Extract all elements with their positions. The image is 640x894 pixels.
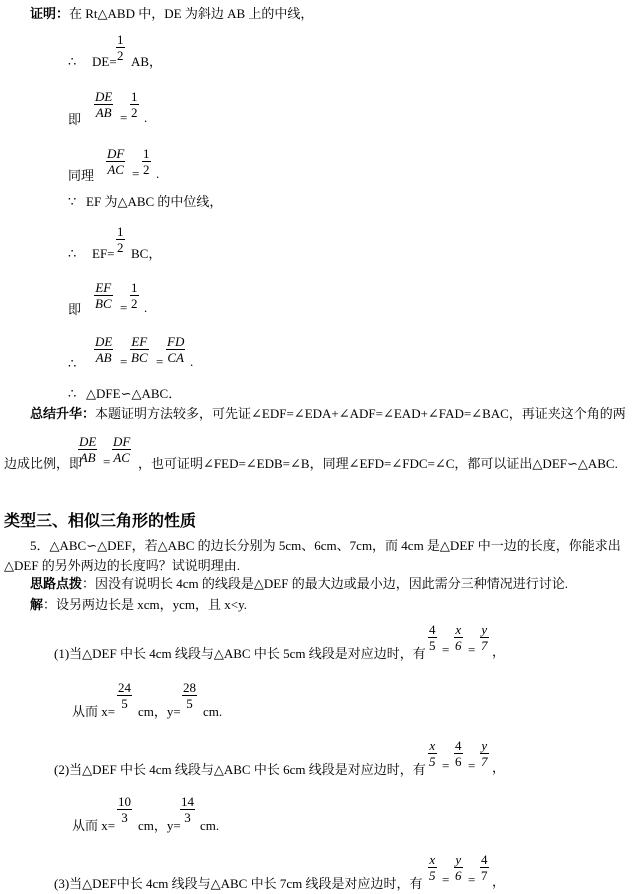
period: . <box>144 300 148 315</box>
result-2-x-label: 从而 x= <box>72 818 116 833</box>
equals-sign: = <box>468 642 476 657</box>
problem-line-1: 5．△ABC∽△DEF，若△ABC 的边长分别为 5cm、6cm、7cm，而 4cm 是△DEF 中一边的长度，你能求出 <box>30 538 621 553</box>
case-2-text: (2)当△DEF 中长 4cm 线段与△ABC 中长 6cm 线段是对应边时，有 <box>54 762 426 777</box>
fraction-24-5: 24 5 <box>118 680 131 711</box>
equals-sign: = <box>103 454 111 469</box>
therefore-symbol: ∴ <box>68 356 77 371</box>
summary-label: 总结升华： <box>30 406 96 421</box>
equals-sign: = <box>120 354 128 369</box>
conclusion-line: ∴ △DFE∽△ABC． <box>68 386 182 401</box>
summary-line-2-end: ，也可证明∠FED=∠EDB=∠B，同理∠EFD=∠FDC=∠C，都可以证出△DEF∽△ABC. <box>138 456 618 471</box>
tongli-label: 同理 <box>68 168 95 183</box>
ab-tail: AB， <box>131 54 163 69</box>
fraction-4-7: 4 7 <box>481 852 488 883</box>
bc-tail: BC， <box>131 246 162 261</box>
fraction-x-5: x 5 <box>429 852 436 883</box>
comma: ， <box>492 760 506 775</box>
equals-sign: = <box>156 354 164 369</box>
result-1-y-label: cm，y= <box>138 704 181 719</box>
period: . <box>190 354 194 369</box>
result-1-unit: cm. <box>203 704 223 719</box>
therefore-symbol: ∴ <box>68 246 77 261</box>
because-symbol: ∵ <box>68 194 77 209</box>
fraction-x-6: x 6 <box>455 622 462 653</box>
fraction-half: 1 2 <box>131 89 138 120</box>
fraction-df-ac: DF AC <box>113 434 131 465</box>
equals-sign: = <box>442 758 450 773</box>
equals-sign: = <box>468 872 476 887</box>
fraction-x-5: x 5 <box>429 738 436 769</box>
case-1-text: (1)当△DEF 中长 4cm 线段与△ABC 中长 5cm 线段是对应边时，有 <box>54 646 426 661</box>
fraction-y-6: y 6 <box>455 852 462 883</box>
period: . <box>144 110 148 125</box>
proof-label: 证明： <box>30 6 70 21</box>
therefore-symbol: ∴ <box>68 54 77 69</box>
therefore-symbol: ∴ <box>68 386 77 401</box>
summary-line-1: 总结升华：本题证明方法较多，可先证∠EDF=∠EDA+∠ADF=∠EAD+∠FAD=∠BAC，再证夹这个角的两 <box>30 406 626 421</box>
ef-eq-label: EF= <box>92 246 115 261</box>
fraction-y-7: y 7 <box>481 738 488 769</box>
case-3-text: (3)当△DEF中长 4cm 线段与△ABC 中长 7cm 线段是对应边时，有 <box>54 876 423 891</box>
solution-label: 解 <box>30 597 44 612</box>
fraction-14-3: 14 3 <box>181 794 194 825</box>
fraction-de-ab: DE AB <box>95 334 113 365</box>
equals-sign: = <box>442 642 450 657</box>
problem-line-2: △DEF 的另外两边的长度吗？试说明理由. <box>4 558 241 573</box>
result-2-y-label: cm，y= <box>138 818 181 833</box>
fraction-ef-bc: EF BC <box>131 334 148 365</box>
summary-line-2-start: 边成比例，即 <box>4 456 83 471</box>
section-title: 类型三、相似三角形的性质 <box>4 511 197 530</box>
equals-sign: = <box>442 872 450 887</box>
fraction-y-7: y 7 <box>481 622 488 653</box>
solution-line: 解：设另两边长是 xcm，ycm，且 x<y. <box>30 597 248 612</box>
fraction-half: 1 2 <box>131 280 138 311</box>
hint-label: 思路点拨 <box>30 576 83 591</box>
fraction-4-5: 4 5 <box>429 622 436 653</box>
fraction-fd-ca: FD CA <box>167 334 185 365</box>
equals-sign: = <box>468 758 476 773</box>
fraction-10-3: 10 3 <box>118 794 131 825</box>
ji-label: 即 <box>68 112 82 127</box>
equals-sign: = <box>120 110 128 125</box>
de-eq-label: DE= <box>92 54 117 69</box>
fraction-half: 1 2 <box>143 146 150 177</box>
ji-label: 即 <box>68 302 82 317</box>
hint-line: 思路点拨：因没有说明长 4cm 的线段是△DEF 的最大边或最小边，因此需分三种情况进行讨论. <box>30 576 568 591</box>
fraction-df-ac: DF AC <box>107 146 125 177</box>
equals-sign: = <box>120 300 128 315</box>
period: . <box>156 166 160 181</box>
fraction-4-6: 4 6 <box>455 738 462 769</box>
comma: ， <box>492 874 506 889</box>
equals-sign: = <box>132 166 140 181</box>
fraction-half: 1 2 <box>117 224 124 255</box>
comma: ， <box>492 644 506 659</box>
fraction-28-5: 28 5 <box>183 680 196 711</box>
because-line: ∵ EF 为△ABC 的中位线， <box>68 194 223 209</box>
fraction-de-ab: DE AB <box>95 89 113 120</box>
result-1-x-label: 从而 x= <box>72 704 116 719</box>
proof-line-1: 证明：在 Rt△ABD 中，DE 为斜边 AB 上的中线， <box>30 6 314 21</box>
fraction-ef-bc: EF BC <box>95 280 112 311</box>
result-2-unit: cm. <box>200 818 220 833</box>
fraction-de-ab: DE AB <box>79 434 97 465</box>
fraction-half: 1 2 <box>117 32 124 63</box>
